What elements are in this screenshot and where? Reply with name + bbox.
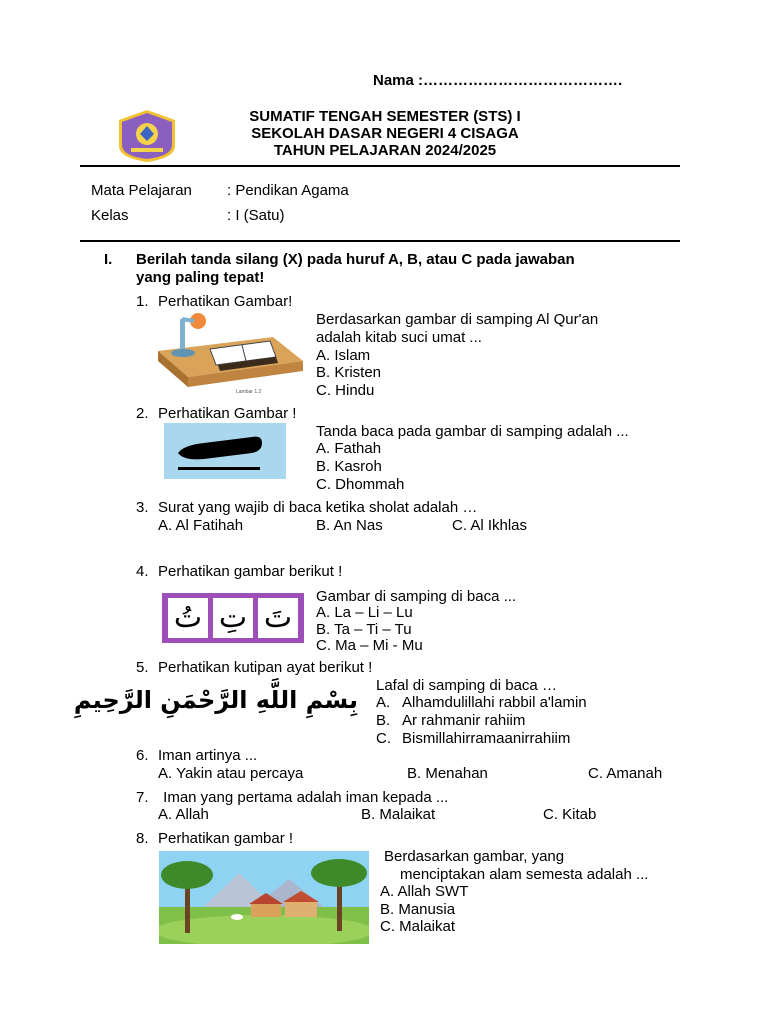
- instruction-line-2: yang paling tepat!: [136, 269, 265, 286]
- nature-landscape-image: [159, 851, 369, 944]
- hijaiyah-letters-image: [162, 593, 304, 643]
- q6-text: Iman artinya ...: [158, 747, 258, 764]
- q8-text-line-1: Berdasarkan gambar, yang: [384, 848, 565, 865]
- q5-number: 5.: [136, 659, 149, 676]
- name-dots: ………………………………….: [423, 72, 623, 89]
- letter-card: تُ: [168, 598, 208, 638]
- basmalah-calligraphy: بِسْمِ اللَّهِ الرَّحْمَنِ الرَّحِيمِ: [73, 686, 358, 714]
- q3-option-a[interactable]: A. Al Fatihah: [158, 517, 244, 534]
- q3-option-c[interactable]: C. Al Ikhlas: [452, 517, 528, 534]
- q3-number: 3.: [136, 499, 149, 516]
- q4-text: Gambar di samping di baca ...: [316, 588, 517, 605]
- q6-option-a[interactable]: A. Yakin atau percaya: [158, 765, 304, 782]
- q2-text: Tanda baca pada gambar di samping adalah ...: [316, 423, 629, 440]
- q1-text-line-1: Berdasarkan gambar di samping Al Qur'an: [316, 311, 599, 328]
- name-field: [373, 72, 622, 90]
- q8-option-a[interactable]: A. Allah SWT: [380, 883, 469, 900]
- q1-prompt: Perhatikan Gambar!: [158, 293, 293, 310]
- q8-prompt: Perhatikan gambar !: [158, 830, 294, 847]
- q7-number: 7.: [136, 789, 149, 806]
- q8-option-c[interactable]: C. Malaikat: [380, 918, 456, 935]
- q8-option-b[interactable]: B. Manusia: [380, 901, 456, 918]
- image-caption: Lambar 1.2: [236, 389, 262, 395]
- q1-number: 1.: [136, 293, 149, 310]
- q3-text: Surat yang wajib di baca ketika sholat adalah …: [158, 499, 478, 516]
- title-line-2: SEKOLAH DASAR NEGERI 4 CISAGA: [251, 125, 519, 142]
- q6-number: 6.: [136, 747, 149, 764]
- divider: [80, 165, 680, 167]
- title-line-1: SUMATIF TENGAH SEMESTER (STS) I: [249, 108, 521, 125]
- q7-text: Iman yang pertama adalah iman kepada ...: [159, 789, 449, 806]
- q5-option-a-text[interactable]: Alhamdulillahi rabbil a'lamin: [402, 694, 587, 711]
- q1-option-a[interactable]: A. Islam: [316, 347, 371, 364]
- q1-option-b[interactable]: B. Kristen: [316, 364, 382, 381]
- q8-number: 8.: [136, 830, 149, 847]
- q5-text: Lafal di samping di baca …: [376, 677, 557, 694]
- instruction-line-1: Berilah tanda silang (X) pada huruf A, B, atau C pada jawaban: [136, 251, 575, 268]
- q7-option-b[interactable]: B. Malaikat: [361, 806, 436, 823]
- q7-option-a[interactable]: A. Allah: [158, 806, 209, 823]
- q7-option-c[interactable]: C. Kitab: [543, 806, 597, 823]
- q4-option-c[interactable]: C. Ma – Mi - Mu: [316, 637, 423, 654]
- q5-option-b-letter[interactable]: B.: [376, 712, 391, 729]
- section-numeral: I.: [104, 251, 113, 268]
- document-title: [0, 108, 768, 159]
- divider: [80, 240, 680, 242]
- q3-option-b[interactable]: B. An Nas: [316, 517, 383, 534]
- q2-option-a[interactable]: A. Fathah: [316, 440, 382, 457]
- q2-prompt: Perhatikan Gambar !: [158, 405, 297, 422]
- q1-option-c[interactable]: C. Hindu: [316, 382, 375, 399]
- q2-option-b[interactable]: B. Kasroh: [316, 458, 382, 475]
- title-line-3: TAHUN PELAJARAN 2024/2025: [273, 142, 497, 159]
- q4-number: 4.: [136, 563, 149, 580]
- harakat-image: [164, 423, 286, 479]
- class-value: : I (Satu): [227, 207, 285, 224]
- q6-option-c[interactable]: C. Amanah: [588, 765, 663, 782]
- letter-card: تَ: [258, 598, 298, 638]
- q2-number: 2.: [136, 405, 149, 422]
- quran-lamp-image: [158, 311, 310, 396]
- q5-prompt: Perhatikan kutipan ayat berikut !: [158, 659, 373, 676]
- q2-option-c[interactable]: C. Dhommah: [316, 476, 405, 493]
- subject-label: Mata Pelajaran: [91, 182, 192, 199]
- q4-option-a[interactable]: A. La – Li – Lu: [316, 604, 413, 621]
- q1-text-line-2: adalah kitab suci umat ...: [316, 329, 482, 346]
- letter-card: تِ: [213, 598, 253, 638]
- q4-prompt: Perhatikan gambar berikut !: [158, 563, 343, 580]
- q5-option-a-letter[interactable]: A.: [376, 694, 391, 711]
- subject-value: : Pendikan Agama: [227, 182, 349, 199]
- q5-option-b-text[interactable]: Ar rahmanir rahiim: [402, 712, 526, 729]
- q4-option-b[interactable]: B. Ta – Ti – Tu: [316, 621, 412, 638]
- q8-text-line-2: menciptakan alam semesta adalah ...: [400, 866, 649, 883]
- q5-option-c-letter[interactable]: C.: [376, 730, 391, 747]
- class-label: Kelas: [91, 207, 129, 224]
- q6-option-b[interactable]: B. Menahan: [407, 765, 488, 782]
- name-label: Nama :: [373, 72, 424, 89]
- q5-option-c-text[interactable]: Bismillahirramaanirrahiim: [402, 730, 571, 747]
